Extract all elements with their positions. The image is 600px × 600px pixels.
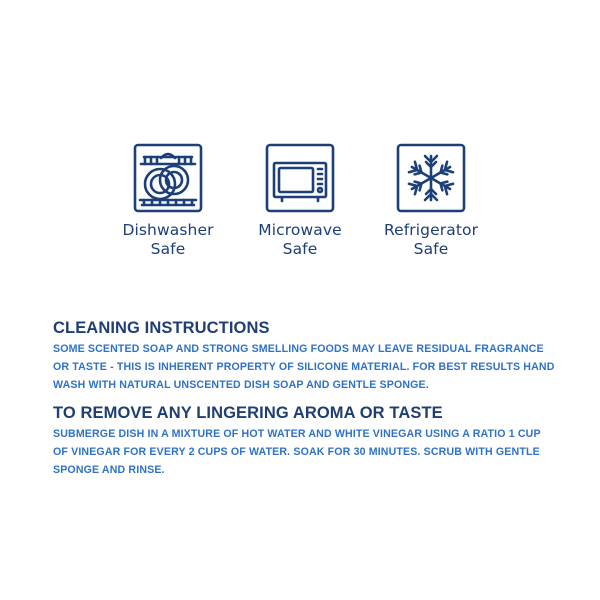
refrigerator-safe-label: Refrigerator Safe	[383, 221, 479, 258]
microwave-safe-label: Microwave Safe	[258, 221, 342, 258]
cleaning-instructions-title: CLEANING INSTRUCTIONS	[53, 319, 270, 337]
cleaning-instructions-body: SOME SCENTED SOAP AND STRONG SMELLING FOODS MAY LEAVE RESIDUAL FRAGRANCE OR TASTE - THIS IS INHERENT PROPERTY OF SILICONE MATERIAL. FOR BEST RESULTS HAND WASH WITH NATURAL UNSCENTED DISH SOAP AND GENTLE SPONGE.	[53, 343, 555, 391]
dishwasher-icon	[132, 142, 204, 214]
cleaning-instructions-section	[53, 318, 558, 394]
microwave-safe-badge	[230, 142, 370, 259]
care-icons-row	[0, 142, 600, 262]
remove-aroma-title: TO REMOVE ANY LINGERING AROMA OR TASTE	[53, 404, 443, 422]
snowflake-icon	[395, 142, 467, 214]
dishwasher-safe-label: Dishwasher Safe	[122, 221, 214, 258]
remove-aroma-body: SUBMERGE DISH IN A MIXTURE OF HOT WATER AND WHITE VINEGAR USING A RATIO 1 CUP OF VINEGAR FOR EVERY 2 CUPS OF WATER. SOAK FOR 30 MINUTES. SCRUB WITH GENTLE SPONGE AND RINSE.	[53, 428, 541, 476]
remove-aroma-section	[53, 403, 558, 479]
dishwasher-safe-badge	[98, 142, 238, 259]
refrigerator-safe-badge	[361, 142, 501, 259]
microwave-icon	[264, 142, 336, 214]
